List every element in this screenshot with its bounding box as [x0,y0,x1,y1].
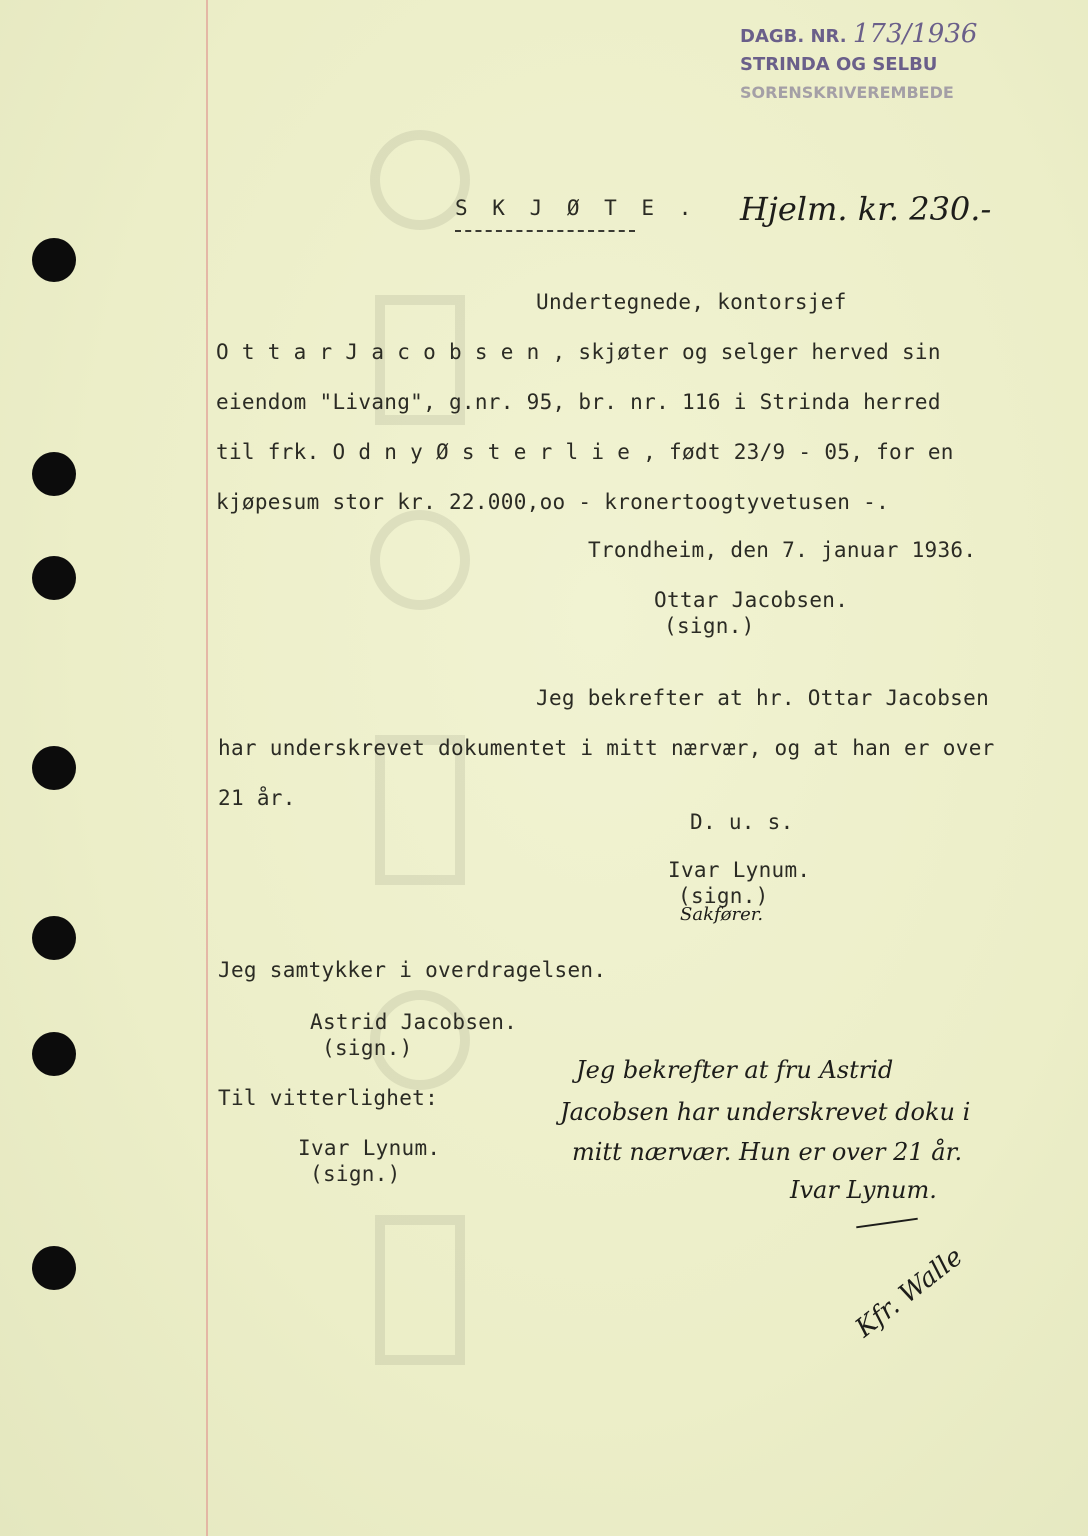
punch-hole [32,746,76,790]
punch-hole [32,238,76,282]
deed-line: Undertegnede, kontorsjef [536,290,847,314]
punch-hole [32,452,76,496]
handwritten-note-line: mitt nærvær. Hun er over 21 år. [572,1138,963,1166]
witness-sign: (sign.) [310,1162,401,1186]
stamp-office: STRINDA OG SELBU [740,54,938,75]
confirmation-line: 21 år. [218,786,296,810]
deed-signer: Ottar Jacobsen. [654,588,849,612]
punch-hole [32,1246,76,1290]
confirmation-signer: Ivar Lynum. [668,858,811,882]
confirmation-line: Jeg bekrefter at hr. Ottar Jacobsen [536,686,990,710]
confirmation-signer-sign: (sign.) [678,884,769,908]
stamp-label: DAGB. NR. [740,26,847,47]
deed-line: eiendom "Livang", g.nr. 95, br. nr. 116 i Strinda herred [216,390,941,414]
registry-stamp [740,20,977,107]
deed-line: til frk. O d n y Ø s t e r l i e , født 23/9 - 05, for en [216,440,954,464]
punch-hole [32,1032,76,1076]
signature-underline [856,1218,918,1229]
place-date: Trondheim, den 7. januar 1936. [588,538,977,562]
closing: D. u. s. [690,810,794,834]
deed-line: kjøpesum stor kr. 22.000,oo - kronertoogtyvetusen -. [216,490,890,514]
deed-line: O t t a r J a c o b s e n , skjøter og selger herved sin [216,340,941,364]
margin-line [206,0,208,1536]
stamp-number: 173/1936 [852,19,978,49]
handwritten-reference: Hjelm. kr. 230.- [740,190,992,228]
initials-handwritten: Kfr. Walle [850,1241,969,1344]
consent-signer: Astrid Jacobsen. [310,1010,518,1034]
consent-signer-sign: (sign.) [322,1036,413,1060]
witness-label: Til vitterlighet: [218,1086,439,1110]
document-title: S K J Ø T E . [455,196,698,220]
witness-name: Ivar Lynum. [298,1136,441,1160]
title-underline [455,230,635,232]
deed-signer-sign: (sign.) [664,614,755,638]
consent-line: Jeg samtykker i overdragelsen. [218,958,607,982]
punch-hole [32,556,76,600]
handwritten-note-line: Jacobsen har underskrevet doku i [560,1098,971,1126]
watermark [360,40,480,1520]
punch-hole [32,916,76,960]
signer-title-handwritten: Sakfører. [680,904,764,925]
confirmation-line: har underskrevet dokumentet i mitt nærvær, og at han er over [218,736,995,760]
handwritten-note-line: Jeg bekrefter at fru Astrid [576,1056,894,1084]
stamp-office-type: SORENSKRIVEREMBEDE [740,83,954,102]
handwritten-signature: Ivar Lynum. [790,1176,937,1204]
